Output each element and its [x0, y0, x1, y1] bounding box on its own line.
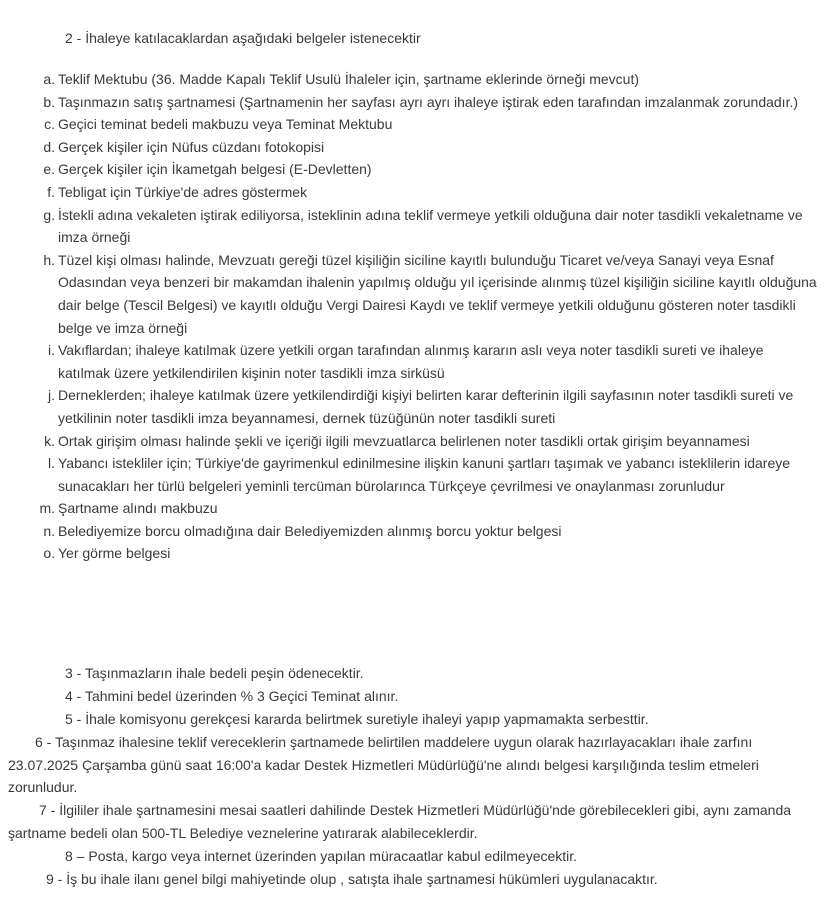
list-item-text: Tebligat için Türkiye'de adres göstermek — [58, 183, 308, 200]
clause-7: 7 - İlgililer ihale şartnamesini mesai saatleri dahilinde Destek Hizmetleri Müdürlüğü'nde görebilecekleri gibi, aynı zamanda şartname bedeli olan 500-TL Belediye veznelerine yatırarak alabileceklerdir. — [8, 802, 792, 841]
list-item-text: Gerçek kişiler için Nüfus cüzdanı fotokopisi — [58, 138, 325, 155]
list-marker: o. — [43, 545, 55, 562]
list-item-text: Geçici teminat bedeli makbuzu veya Teminat Mektubu — [58, 116, 393, 133]
list-marker: i. — [48, 342, 55, 359]
clause-4: 4 - Tahmini bedel üzerinden % 3 Geçici Teminat alınır. — [65, 688, 399, 704]
clause-6: 6 - Taşınmaz ihalesine teklif vereceklerin şartnamede belirtilen maddelere uygun olarak hazırlayacakları ihale zarfını 23.07.2025 Çarşamba günü saat 16:00'a kadar Destek Hizmetleri Müdürlüğü'ne alındı belgesi karşılığında teslim etmeleri zorunludur. — [8, 734, 759, 796]
list-item-text: Yer görme belgesi — [58, 545, 171, 562]
section-heading: 2 - İhaleye katılacaklardan aşağıdaki belgeler istenecektir — [65, 30, 421, 46]
list-item-text: Taşınmazın satış şartnamesi (Şartnamenin her sayfası ayrı ayrı ihaleye iştirak eden tarafından imzalanmak zorundadır.) — [58, 93, 799, 110]
list-item-text: Derneklerden; ihaleye katılmak üzere yetkilendirdiği kişiyi belirten karar defterinin ilgili sayfasının noter tasdikli sureti ve yetkilinin noter tasdikli imza beyannamesi, dernek tüzüğünün noter tasdikli sureti — [58, 387, 794, 426]
list-item — [0, 68, 831, 91]
list-marker: g. — [43, 206, 55, 223]
list-item — [0, 497, 831, 520]
list-item-text: Yabancı istekliler için; Türkiye'de gayrimenkul edinilmesine ilişkin kanuni şartları taşımak ve yabancı isteklilerin idareye sunacakları her türlü belgeleri yeminli tercüman bürolarınca Türkçeye çevrilmesi ve onaylanması zorunludur — [58, 455, 791, 494]
list-item — [0, 113, 831, 136]
clause-3: 3 - Taşınmazların ihale bedeli peşin ödenecektir. — [65, 665, 364, 681]
list-item — [0, 158, 831, 181]
list-item — [0, 542, 831, 565]
list-item — [0, 181, 831, 204]
list-item-text: Gerçek kişiler için İkametgah belgesi (E-Devletten) — [58, 161, 372, 178]
list-item-text: Teklif Mektubu (36. Madde Kapalı Teklif Usulü İhaleler için, şartname eklerinde örneği mevcut) — [58, 71, 640, 87]
clause-5: 5 - İhale komisyonu gerekçesi kararda belirtmek suretiyle ihaleyi yapıp yapmamakta serbesttir. — [65, 711, 649, 727]
list-marker: j. — [48, 387, 55, 404]
required-documents-list — [0, 68, 831, 565]
list-item — [0, 452, 831, 497]
list-item — [0, 384, 831, 429]
list-marker: b. — [43, 93, 55, 110]
list-item — [0, 430, 831, 453]
list-marker: k. — [44, 432, 55, 449]
list-item-text: Tüzel kişi olması halinde, Mevzuatı gereği tüzel kişiliğin siciline kayıtlı bulunduğu Ticaret ve/veya Sanayi veya Esnaf Odasından veya benzeri bir makamdan ihalenin yapılmış olduğu yıl içerisinde alınmış tüzel kişiliğin siciline kayıtlı olduğuna dair belge (Tescil Belgesi) ve kayıtlı olduğu Vergi Dairesi Kaydı ve teklif vermeye yetkili olduğunu gösteren noter tasdikli belge ve imza örneği — [58, 251, 817, 336]
clause-8: 8 – Posta, kargo veya internet üzerinden yapılan müracaatlar kabul edilmeyecektir. — [65, 848, 578, 864]
list-item — [0, 339, 831, 384]
list-item — [0, 136, 831, 159]
list-marker: d. — [43, 138, 55, 155]
list-item-text: Şartname alındı makbuzu — [58, 500, 218, 517]
clause-9: 9 - İş bu ihale ilanı genel bilgi mahiyetinde olup , satışta ihale şartnamesi hükümleri uygulanacaktır. — [46, 871, 658, 887]
list-item — [0, 520, 831, 543]
list-marker: h. — [43, 251, 55, 268]
list-marker: m. — [39, 500, 55, 517]
list-marker: e. — [43, 161, 55, 178]
list-marker: l. — [48, 455, 55, 472]
list-marker: f. — [47, 183, 55, 200]
list-item-text: İstekli adına vekaleten iştirak ediliyorsa, isteklinin adına teklif vermeye yetkili olduğuna dair noter tasdikli vekaletname ve imza örneği — [58, 206, 803, 246]
list-item-text: Ortak girişim olması halinde şekli ve içeriği ilgili mevzuatlarca belirlenen noter tasdikli ortak girişim beyannamesi — [58, 432, 750, 449]
list-item — [0, 91, 831, 114]
list-marker: c. — [44, 116, 55, 133]
list-item — [0, 204, 831, 249]
list-marker: n. — [43, 522, 55, 539]
list-item-text: Belediyemize borcu olmadığına dair Belediyemizden alınmış borcu yoktur belgesi — [58, 522, 562, 539]
list-item-text: Vakıflardan; ihaleye katılmak üzere yetkili organ tarafından alınmış kararın aslı veya noter tasdikli sureti ve ihaleye katılmak üzere yetkilendirilen kişinin noter tasdikli imza sirküsü — [58, 342, 764, 381]
list-item — [0, 249, 831, 339]
list-marker: a. — [43, 71, 55, 87]
